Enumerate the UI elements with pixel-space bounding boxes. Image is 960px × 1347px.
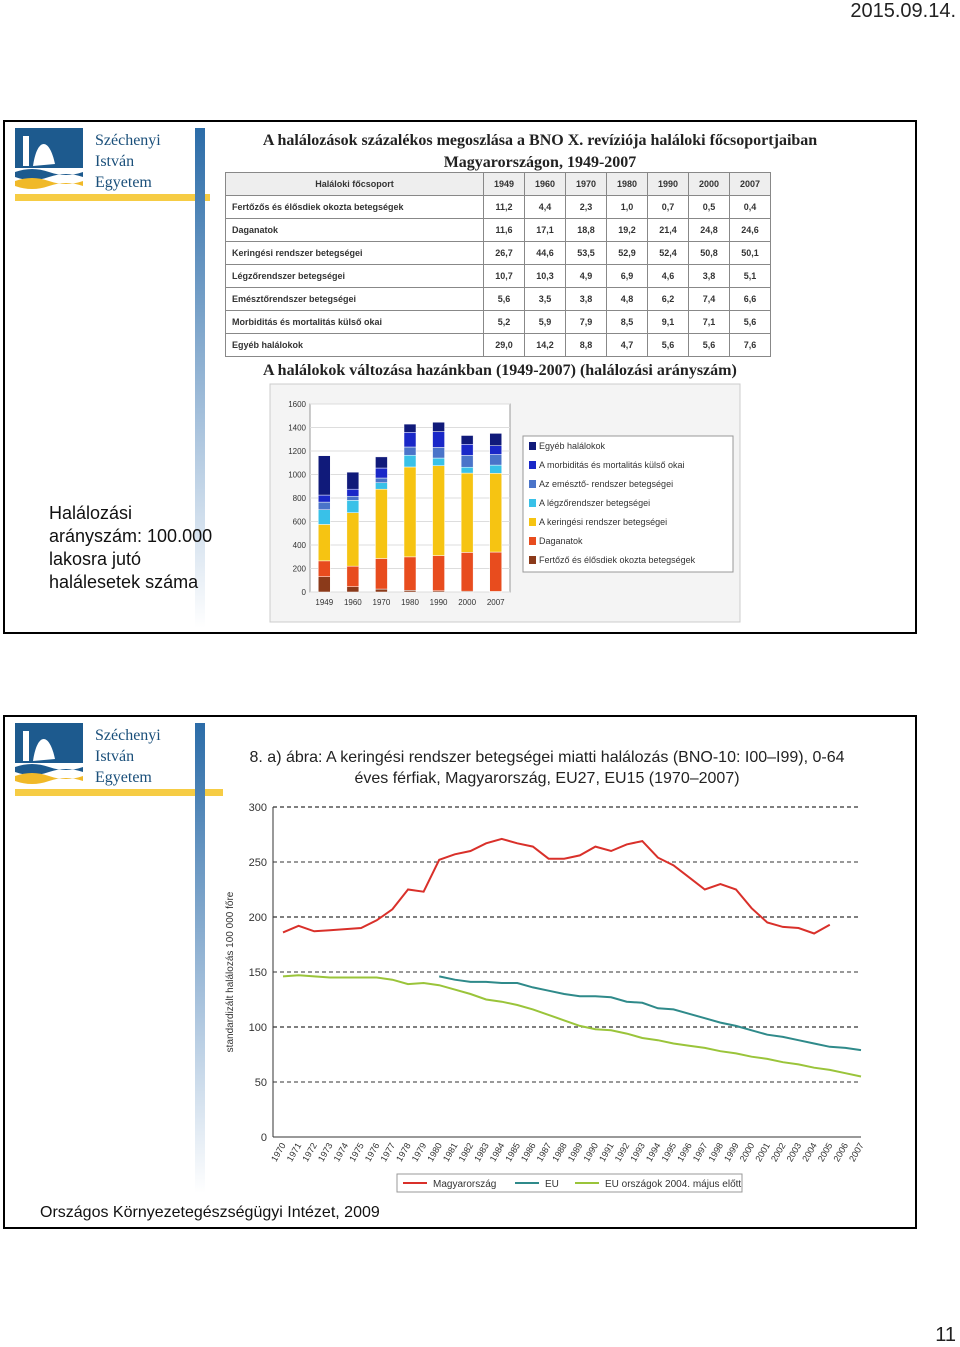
table-cell-value: 3,8 (566, 288, 607, 311)
chart-1-y-tick-label: 0 (301, 588, 306, 597)
chart-2-x-tick-label: 1998 (706, 1141, 726, 1164)
chart-2-x-tick-label: 1981 (440, 1141, 460, 1164)
table-cell-value: 8,5 (607, 311, 648, 334)
chart-2-x-tick-label: 1993 (628, 1141, 648, 1164)
table-cell-value: 4,8 (607, 288, 648, 311)
chart-1-bar-segment (347, 472, 359, 489)
chart-1-bar-segment (347, 489, 359, 496)
chart-1-bar-segment (375, 457, 387, 468)
chart-1-x-tick-label: 1970 (372, 598, 391, 607)
table-cell-value: 10,3 (525, 265, 566, 288)
chart-2-x-tick-label: 1984 (487, 1141, 507, 1164)
logo-line-1: Széchenyi (95, 727, 161, 744)
chart-2-x-tick-label: 1996 (675, 1141, 694, 1164)
chart-1-bar-segment (318, 456, 330, 495)
table-cell-value: 17,1 (525, 219, 566, 242)
chart-2-x-tick-label: 1975 (347, 1141, 366, 1164)
chart-1-bar-segment (433, 422, 445, 431)
chart-2-legend-label: Magyarország (433, 1179, 497, 1190)
chart-1-bar-segment (461, 467, 473, 473)
table-header-year: 1970 (566, 173, 607, 196)
chart-2-x-tick-label: 1982 (456, 1141, 476, 1164)
chart-1-legend-label: Daganatok (539, 536, 583, 546)
table-cell-value: 10,7 (484, 265, 525, 288)
table-cell-value: 52,9 (607, 242, 648, 265)
chart-1-bar-segment (318, 561, 330, 577)
table-cell-value: 4,7 (607, 334, 648, 357)
chart-1-bar-segment (375, 589, 387, 592)
chart-2-x-tick-label: 2006 (831, 1141, 851, 1164)
table-cell-value: 6,6 (730, 288, 771, 311)
table-cell-value: 3,5 (525, 288, 566, 311)
chart-1-bar-segment (375, 468, 387, 478)
chart-1-x-tick-label: 1980 (401, 598, 419, 607)
chart-2-x-tick-label: 1988 (550, 1141, 569, 1164)
chart-2-x-tick-label: 1999 (722, 1141, 741, 1164)
chart-1-bar-segment (490, 433, 502, 445)
logo-line-1: Széchenyi (95, 132, 161, 149)
chart-2-series-line (283, 839, 830, 934)
chart-1-legend-label: A morbiditás és mortalitás külső okai (539, 460, 685, 470)
table-cell-value: 6,9 (607, 265, 648, 288)
chart-2-series-line (283, 975, 861, 1076)
chart-2-x-tick-label: 1991 (597, 1141, 616, 1164)
chart-1-legend-swatch (529, 461, 536, 469)
chart-2-x-tick-label: 1990 (581, 1141, 601, 1164)
logo-line-3: Egyetem (95, 174, 152, 191)
chart-2-x-tick-label: 1997 (690, 1141, 710, 1164)
table-header-year: 1960 (525, 173, 566, 196)
chart-1-bar-segment (347, 513, 359, 566)
table-header-year: 1949 (484, 173, 525, 196)
table-cell-value: 18,8 (566, 219, 607, 242)
table-cell-value: 11,6 (484, 219, 525, 242)
table-cell-value: 6,2 (648, 288, 689, 311)
chart-1-bar-segment (490, 473, 502, 552)
table-cell-value: 7,1 (689, 311, 730, 334)
table-cell-value: 26,7 (484, 242, 525, 265)
chart-2-x-tick-label: 1970 (269, 1141, 288, 1164)
line-chart (5, 717, 915, 1227)
chart-2-x-tick-label: 1974 (331, 1141, 351, 1164)
chart-2-x-tick-label: 1986 (519, 1141, 538, 1164)
table-header-year: 2007 (730, 173, 771, 196)
slide-1 (3, 120, 917, 634)
table-header-year: 1990 (648, 173, 689, 196)
side-note: Halálozási arányszám: 100.000 lakosra jutó halálesetek száma (49, 503, 213, 592)
table-cell-value: 0,7 (648, 196, 689, 219)
chart-1-subtitle: A halálokok változása hazánkban (1949-2007) (halálozási arányszám) (263, 362, 737, 379)
chart-1-bar-segment (433, 466, 445, 556)
chart-2-x-tick-label: 1976 (362, 1141, 382, 1164)
chart-2-y-tick-label: 300 (248, 802, 267, 814)
chart-2-x-tick-label: 1971 (284, 1141, 304, 1164)
logo-line-2: István (95, 153, 135, 170)
table-cell-value: 24,6 (730, 219, 771, 242)
chart-1-bar-segment (461, 552, 473, 591)
chart-2-x-tick-label: 2001 (753, 1141, 773, 1164)
chart-1-bar-segment (404, 447, 416, 455)
chart-1-bar-segment (404, 424, 416, 432)
table-cell-value: 7,9 (566, 311, 607, 334)
table-cell-value: 52,4 (648, 242, 689, 265)
chart-1-bar-segment (318, 495, 330, 502)
table-cell-value: 50,8 (689, 242, 730, 265)
chart-2-x-tick-label: 2000 (737, 1141, 757, 1164)
table-cell-value: 24,8 (689, 219, 730, 242)
chart-2-y-tick-label: 50 (254, 1077, 267, 1089)
chart-1-x-tick-label: 2000 (458, 598, 477, 607)
table-cell-cause: Daganatok (226, 219, 484, 242)
slide-1-title-line-1: A halálozások százalékos megoszlása a BNO X. revíziója haláloki főcsoportjaiban (262, 132, 818, 149)
chart-1-bar-segment (433, 458, 445, 466)
chart-1-bar-segment (404, 455, 416, 467)
chart-1-bar-segment (347, 496, 359, 500)
chart-1-y-tick-label: 1400 (288, 423, 306, 433)
chart-1-x-tick-label: 1960 (343, 598, 362, 607)
chart-2-x-tick-label: 2005 (815, 1141, 835, 1164)
chart-1-bar-segment (347, 587, 359, 592)
table-cell-value: 4,6 (648, 265, 689, 288)
chart-1-y-tick-label: 1200 (288, 447, 306, 456)
chart-2-x-tick-label: 1973 (315, 1141, 335, 1164)
chart-1-bar-segment (404, 467, 416, 557)
table-cell-value: 1,0 (607, 196, 648, 219)
chart-1-bar-segment (461, 473, 473, 552)
chart-1-legend-swatch (529, 442, 536, 450)
chart-1-bar-segment (461, 435, 473, 444)
table-header-year: 1980 (607, 173, 648, 196)
chart-1-legend-label: A légzőrendszer betegségei (539, 498, 651, 508)
chart-2-x-tick-label: 1992 (612, 1141, 632, 1164)
table-cell-value: 3,8 (689, 265, 730, 288)
table-cell-cause: Emésztőrendszer betegségei (226, 288, 484, 311)
chart-1-x-tick-label: 1949 (315, 598, 334, 607)
page-date: 2015.09.14. (850, 0, 956, 22)
chart-1-y-tick-label: 200 (292, 564, 306, 574)
chart-1-bar-segment (318, 577, 330, 592)
chart-1-y-tick-label: 600 (292, 517, 306, 527)
chart-1-bar-segment (375, 489, 387, 558)
table-cell-value: 5,2 (484, 311, 525, 334)
chart-2-y-axis-label: standardizált halálozás 100 000 főre (225, 891, 236, 1053)
chart-1-bar-segment (433, 447, 445, 458)
chart-1-bar-segment (404, 432, 416, 447)
table-cell-cause: Légzőrendszer betegségei (226, 265, 484, 288)
chart-2-y-tick-label: 250 (248, 857, 267, 869)
table-cell-value: 5,6 (689, 334, 730, 357)
table-cell-value: 21,4 (648, 219, 689, 242)
table-cell-value: 11,2 (484, 196, 525, 219)
table-cell-value: 7,4 (689, 288, 730, 311)
chart-1-bar-segment (490, 552, 502, 591)
chart-1-legend-swatch (529, 556, 536, 564)
chart-2-x-tick-label: 1989 (565, 1141, 585, 1164)
table-cell-value: 5,6 (648, 334, 689, 357)
chart-1-bar-segment (490, 455, 502, 466)
table-cell-cause: Fertőzős és élősdiek okozta betegségek (226, 196, 484, 219)
table-cell-value: 44,6 (525, 242, 566, 265)
chart-2-x-tick-label: 1985 (503, 1141, 523, 1164)
chart-1-bar-segment (433, 432, 445, 448)
chart-1-legend-label: A keringési rendszer betegségei (539, 517, 668, 527)
table-cell-value: 8,8 (566, 334, 607, 357)
table-header-year: 2000 (689, 173, 730, 196)
chart-1-y-tick-label: 400 (292, 541, 306, 550)
chart-1-bar-segment (461, 444, 473, 455)
source-note: Országos Környezetegészségügyi Intézet, 2009 (40, 1204, 380, 1221)
table-cell-value: 7,6 (730, 334, 771, 357)
chart-2-y-tick-label: 0 (260, 1132, 267, 1144)
chart-2-x-tick-label: 2002 (768, 1141, 788, 1164)
chart-1-bar-segment (433, 556, 445, 591)
table-cell-value: 50,1 (730, 242, 771, 265)
chart-2-x-tick-label: 1994 (643, 1141, 663, 1164)
table-cell-value: 5,6 (484, 288, 525, 311)
chart-2-x-tick-label: 1987 (534, 1141, 554, 1164)
chart-1-bar-segment (490, 446, 502, 455)
chart-1-y-tick-label: 800 (292, 494, 306, 503)
table-cell-cause: Morbiditás és mortalitás külső okai (226, 311, 484, 334)
chart-1-x-tick-label: 2007 (486, 598, 505, 607)
table-cell-value: 9,1 (648, 311, 689, 334)
table-cell-value: 0,5 (689, 196, 730, 219)
chart-2-x-tick-label: 1979 (409, 1141, 429, 1164)
chart-2-y-tick-label: 150 (248, 967, 267, 979)
chart-2-x-tick-label: 2007 (847, 1141, 866, 1164)
chart-2-y-tick-label: 200 (248, 912, 267, 924)
table-cell-value: 19,2 (607, 219, 648, 242)
chart-2-y-tick-label: 100 (248, 1022, 267, 1034)
chart-1-x-tick-label: 1990 (429, 598, 448, 607)
chart-2-x-tick-label: 1972 (300, 1141, 319, 1164)
chart-1-legend-swatch (529, 518, 536, 526)
chart-2-x-tick-label: 1983 (472, 1141, 491, 1164)
table-header-cause: Haláloki főcsoport (226, 173, 484, 196)
chart-2-x-tick-label: 2004 (800, 1141, 819, 1164)
chart-1-legend-swatch (529, 480, 536, 488)
chart-1-bar-segment (375, 478, 387, 483)
chart-1-legend-swatch (529, 499, 536, 507)
chart-1-y-tick-label: 1000 (288, 470, 306, 480)
chart-2-legend-label: EU országok 2004. május előtt (605, 1179, 742, 1190)
table-cell-value: 5,6 (730, 311, 771, 334)
chart-1-bar-segment (318, 510, 330, 525)
chart-1-bar-segment (461, 455, 473, 467)
table-cell-value: 5,1 (730, 265, 771, 288)
chart-1-legend-label: Egyéb halálokok (539, 441, 606, 451)
chart-2-x-tick-label: 1977 (378, 1141, 398, 1164)
chart-2-x-tick-label: 2003 (784, 1141, 804, 1164)
table-cell-value: 5,9 (525, 311, 566, 334)
chart-1-bar-segment (318, 524, 330, 560)
chart-1-bar-segment (375, 483, 387, 489)
chart-1-bar-segment (318, 502, 330, 510)
slide-2 (3, 715, 917, 1229)
chart-2-title: 8. a) ábra: A keringési rendszer betegségei miatti halálozás (BNO-10: I00–I99), 0-64 éves férfiak, Magyarország, EU27, EU15 (1970–2007) (249, 749, 845, 787)
table-cell-value: 14,2 (525, 334, 566, 357)
table-cell-value: 53,5 (566, 242, 607, 265)
table-cell-cause: Egyéb halálokok (226, 334, 484, 357)
chart-1-bar-segment (404, 557, 416, 590)
chart-2-x-tick-label: 1978 (394, 1141, 413, 1164)
table-cell-value: 4,4 (525, 196, 566, 219)
logo-line-3: Egyetem (95, 769, 152, 786)
logo-line-2: István (95, 748, 135, 765)
chart-1-bar-segment (347, 566, 359, 587)
table-cell-value: 29,0 (484, 334, 525, 357)
table-cell-value: 4,9 (566, 265, 607, 288)
chart-1-legend-label: Fertőző és élősdiek okozta betegségek (539, 555, 696, 565)
table-cell-value: 0,4 (730, 196, 771, 219)
slide-1-title-line-2: Magyarországon, 1949-2007 (443, 154, 637, 171)
table-cell-cause: Keringési rendszer betegségei (226, 242, 484, 265)
chart-1-bar-segment (347, 500, 359, 512)
chart-1-y-tick-label: 1600 (288, 400, 306, 409)
chart-1-legend-label: Az emésztő- rendszer betegségei (539, 479, 674, 489)
chart-1-bar-segment (490, 465, 502, 473)
page-number: 11 (935, 1324, 956, 1346)
chart-2-legend-label: EU (545, 1179, 559, 1190)
table-cell-value: 2,3 (566, 196, 607, 219)
chart-1-bar-segment (375, 559, 387, 590)
stacked-bar-chart (5, 122, 915, 632)
chart-2-x-tick-label: 1980 (425, 1141, 444, 1164)
chart-1-legend-swatch (529, 537, 536, 545)
chart-2-x-tick-label: 1995 (659, 1141, 679, 1164)
